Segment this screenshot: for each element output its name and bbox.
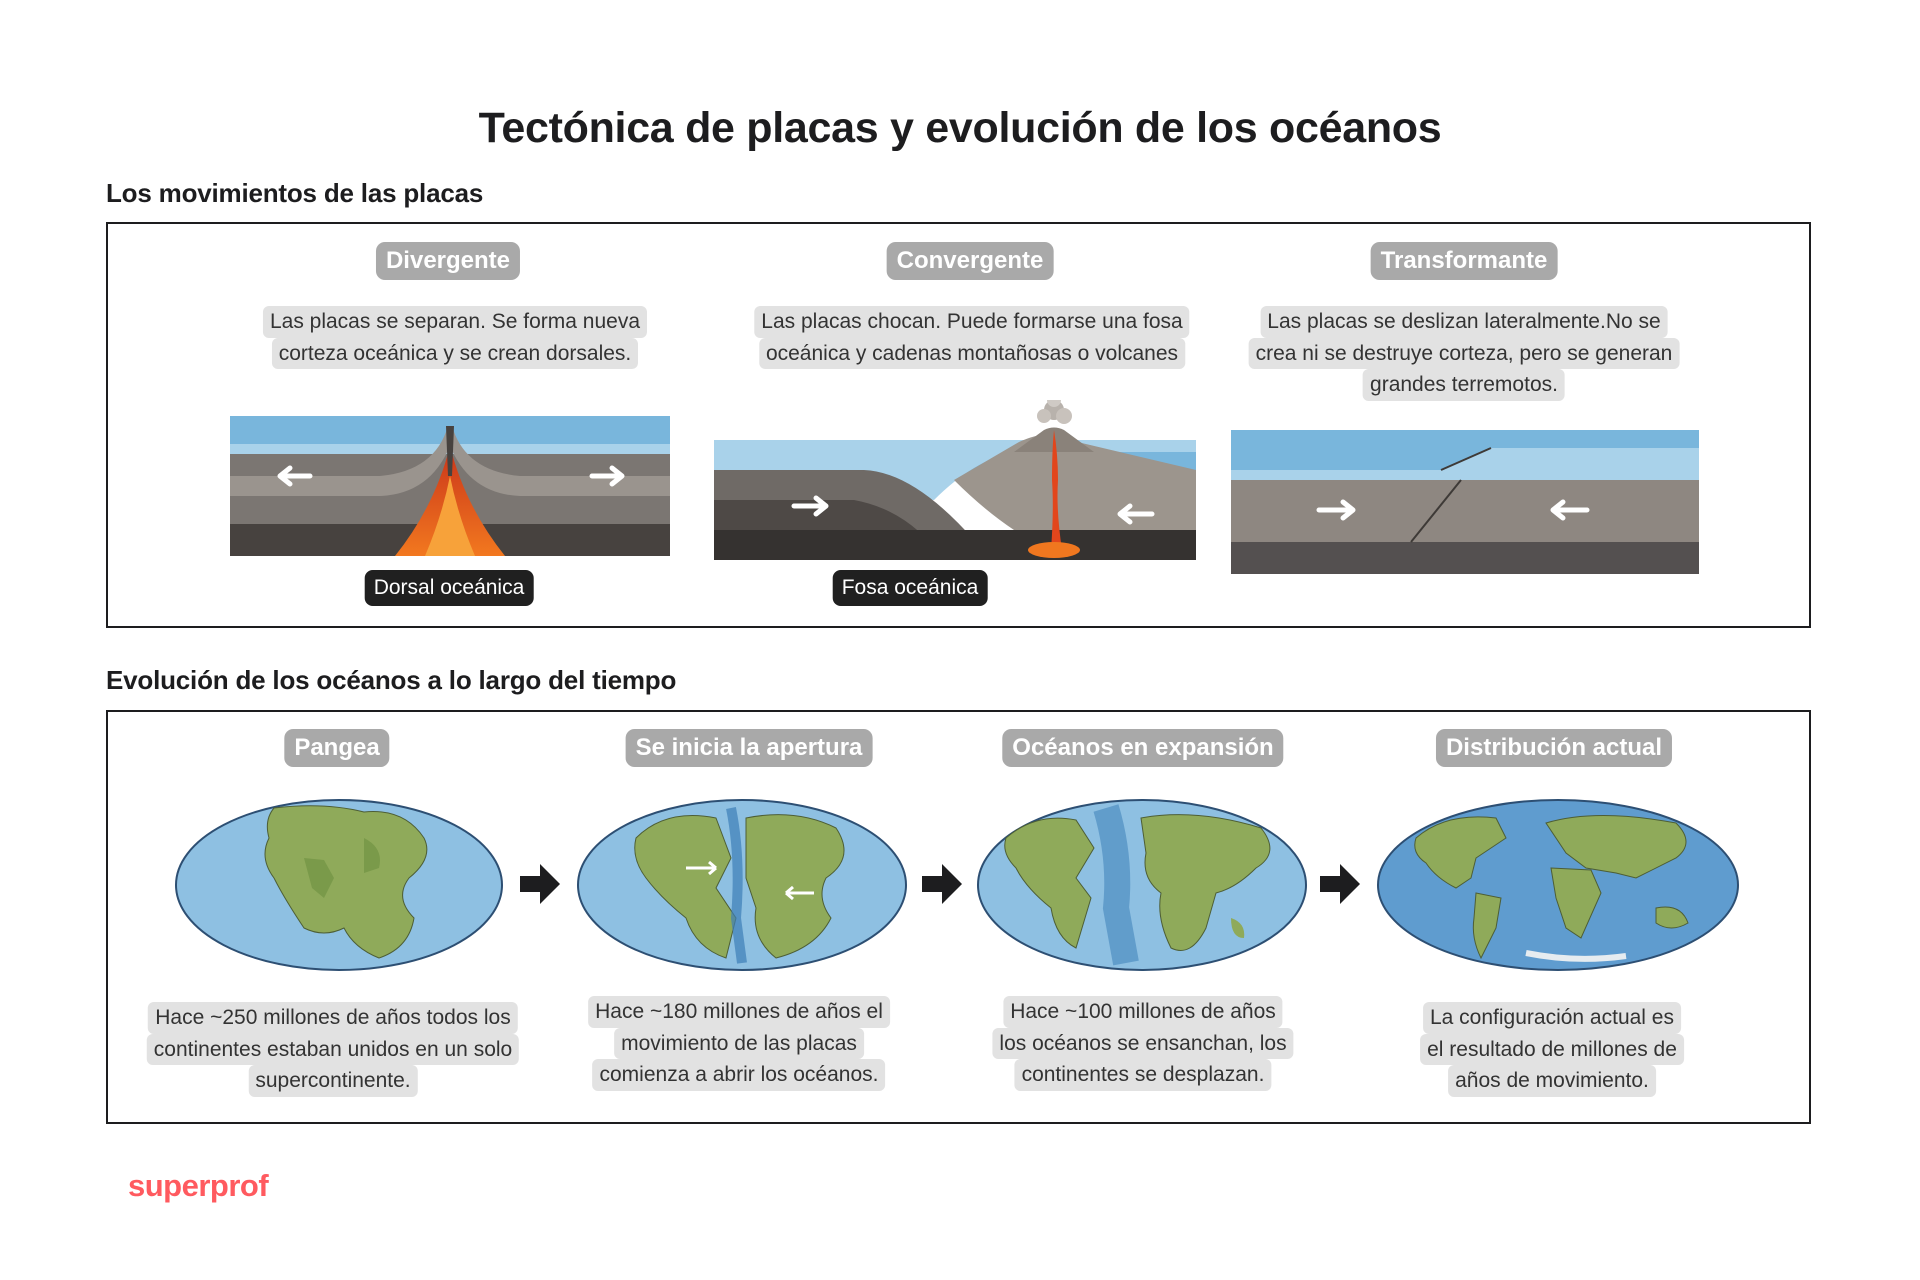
expansion-desc-line: los océanos se ensanchan, los (992, 1028, 1293, 1060)
current-description (1420, 1002, 1684, 1097)
opening-description (588, 996, 890, 1091)
current-world-map (1376, 798, 1740, 972)
page-title: Tectónica de placas y evolución de los océanos (478, 104, 1442, 152)
opening-desc-line: Hace ~180 millones de años el (588, 996, 890, 1028)
pangea-desc-line: supercontinente. (248, 1065, 417, 1097)
divergent-desc-line: corteza oceánica y se crean dorsales. (272, 338, 639, 370)
convergent-description (754, 306, 1189, 369)
next-arrow-icon (920, 862, 964, 906)
current-desc-line: años de movimiento. (1448, 1065, 1656, 1097)
current-distribution-label: Distribución actual (1436, 729, 1672, 767)
opening-desc-line: comienza a abrir los océanos. (593, 1059, 886, 1091)
divergent-label: Divergente (376, 242, 520, 280)
expansion-map (976, 798, 1308, 972)
convergent-boundary-illustration (714, 400, 1196, 560)
transform-boundary-illustration (1231, 430, 1699, 574)
transform-description (1249, 306, 1680, 401)
divergent-desc-line: Las placas se separan. Se forma nueva (263, 306, 647, 338)
superprof-logo[interactable]: superprof (128, 1168, 269, 1203)
ocean-evolution-panel (106, 710, 1811, 1124)
opening-map (576, 798, 908, 972)
next-arrow-icon (518, 862, 562, 906)
expansion-desc-line: continentes se desplazan. (1015, 1059, 1272, 1091)
plate-movements-panel (106, 222, 1811, 628)
expansion-label: Océanos en expansión (1002, 729, 1283, 767)
expansion-description (992, 996, 1293, 1091)
divergent-description (263, 306, 647, 369)
pangea-desc-line: Hace ~250 millones de años todos los (148, 1002, 517, 1034)
pangea-desc-line: continentes estaban unidos en un solo (147, 1034, 519, 1066)
transform-desc-line: Las placas se deslizan lateralmente.No se (1260, 306, 1667, 338)
current-desc-line: el resultado de millones de (1420, 1034, 1684, 1066)
convergent-desc-line: oceánica y cadenas montañosas o volcanes (759, 338, 1185, 370)
pangea-map (174, 798, 504, 972)
mid-ocean-ridge-label: Dorsal oceánica (365, 570, 534, 606)
transform-desc-line: grandes terremotos. (1363, 369, 1565, 401)
pangea-description (147, 1002, 519, 1097)
section-title-ocean-evolution: Evolución de los océanos a lo largo del tiempo (106, 665, 677, 695)
transform-desc-line: crea ni se destruye corteza, pero se generan (1249, 338, 1680, 370)
expansion-desc-line: Hace ~100 millones de años (1003, 996, 1283, 1028)
ocean-trench-label: Fosa oceánica (833, 570, 988, 606)
current-desc-line: La configuración actual es (1423, 1002, 1681, 1034)
convergent-desc-line: Las placas chocan. Puede formarse una fosa (754, 306, 1189, 338)
pangea-label: Pangea (284, 729, 389, 767)
opening-desc-line: movimiento de las placas (614, 1028, 864, 1060)
convergent-label: Convergente (887, 242, 1054, 280)
divergent-boundary-illustration (230, 416, 670, 556)
transform-label: Transformante (1371, 242, 1558, 280)
next-arrow-icon (1318, 862, 1362, 906)
section-title-plate-movements: Los movimientos de las placas (106, 178, 484, 208)
opening-label: Se inicia la apertura (626, 729, 873, 767)
